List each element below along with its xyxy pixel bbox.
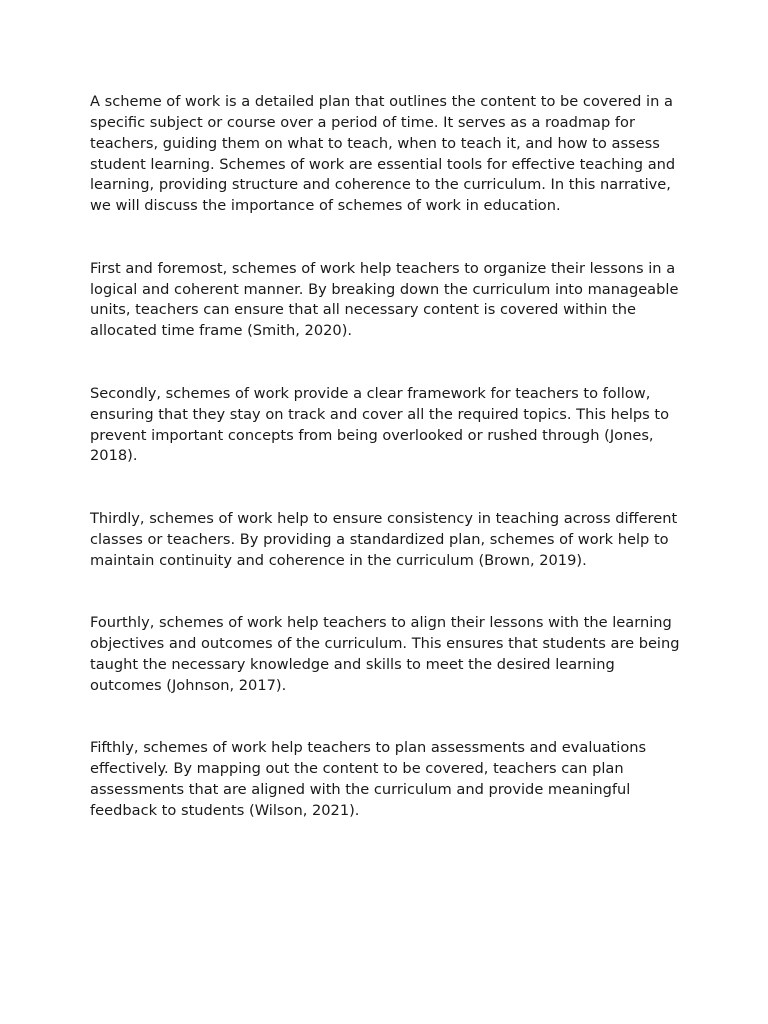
paragraph-second: Secondly, schemes of work provide a clear framework for teachers to follow, ensuring that they stay on track and cover all the required topics. This helps to prevent important concepts from being overlooked or rushed through (Jones, 2018). — [90, 384, 670, 465]
paragraph-fourth: Fourthly, schemes of work help teachers to align their lessons with the learning objectives and outcomes of the curriculum. This ensures that students are being taught the necessary knowledge and skills to meet the desired learning outcomes (Johnson, 2017). — [90, 614, 680, 694]
paragraph-intro: A scheme of work is a detailed plan that outlines the content to be covered in a specific subject or course over a period of time. It serves as a roadmap for teachers, guiding them on what to teach, when to teach it, and how to assess student learning. Schemes of work are essential tools for effective teaching and learning, providing structure and coherence to the curriculum. In this narrative, we will discuss the importance of schemes of work in education. — [90, 93, 676, 215]
paragraph-third: Thirdly, schemes of work help to ensure consistency in teaching across different classes or teachers. By providing a standardized plan, schemes of work help to maintain continuity and coherence in the curriculum (Brown, 2019). — [90, 509, 678, 569]
document-page — [90, 92, 680, 822]
paragraph-fifth: Fifthly, schemes of work help teachers to plan assessments and evaluations effectively. By mapping out the content to be covered, teachers can plan assessments that are aligned with the curriculum and provide meaningful feedback to students (Wilson, 2021). — [90, 739, 647, 819]
paragraph-first: First and foremost, schemes of work help teachers to organize their lessons in a logical and coherent manner. By breaking down the curriculum into manageable units, teachers can ensure that all necessary content is covered within the allocated time frame (Smith, 2020). — [90, 259, 679, 340]
